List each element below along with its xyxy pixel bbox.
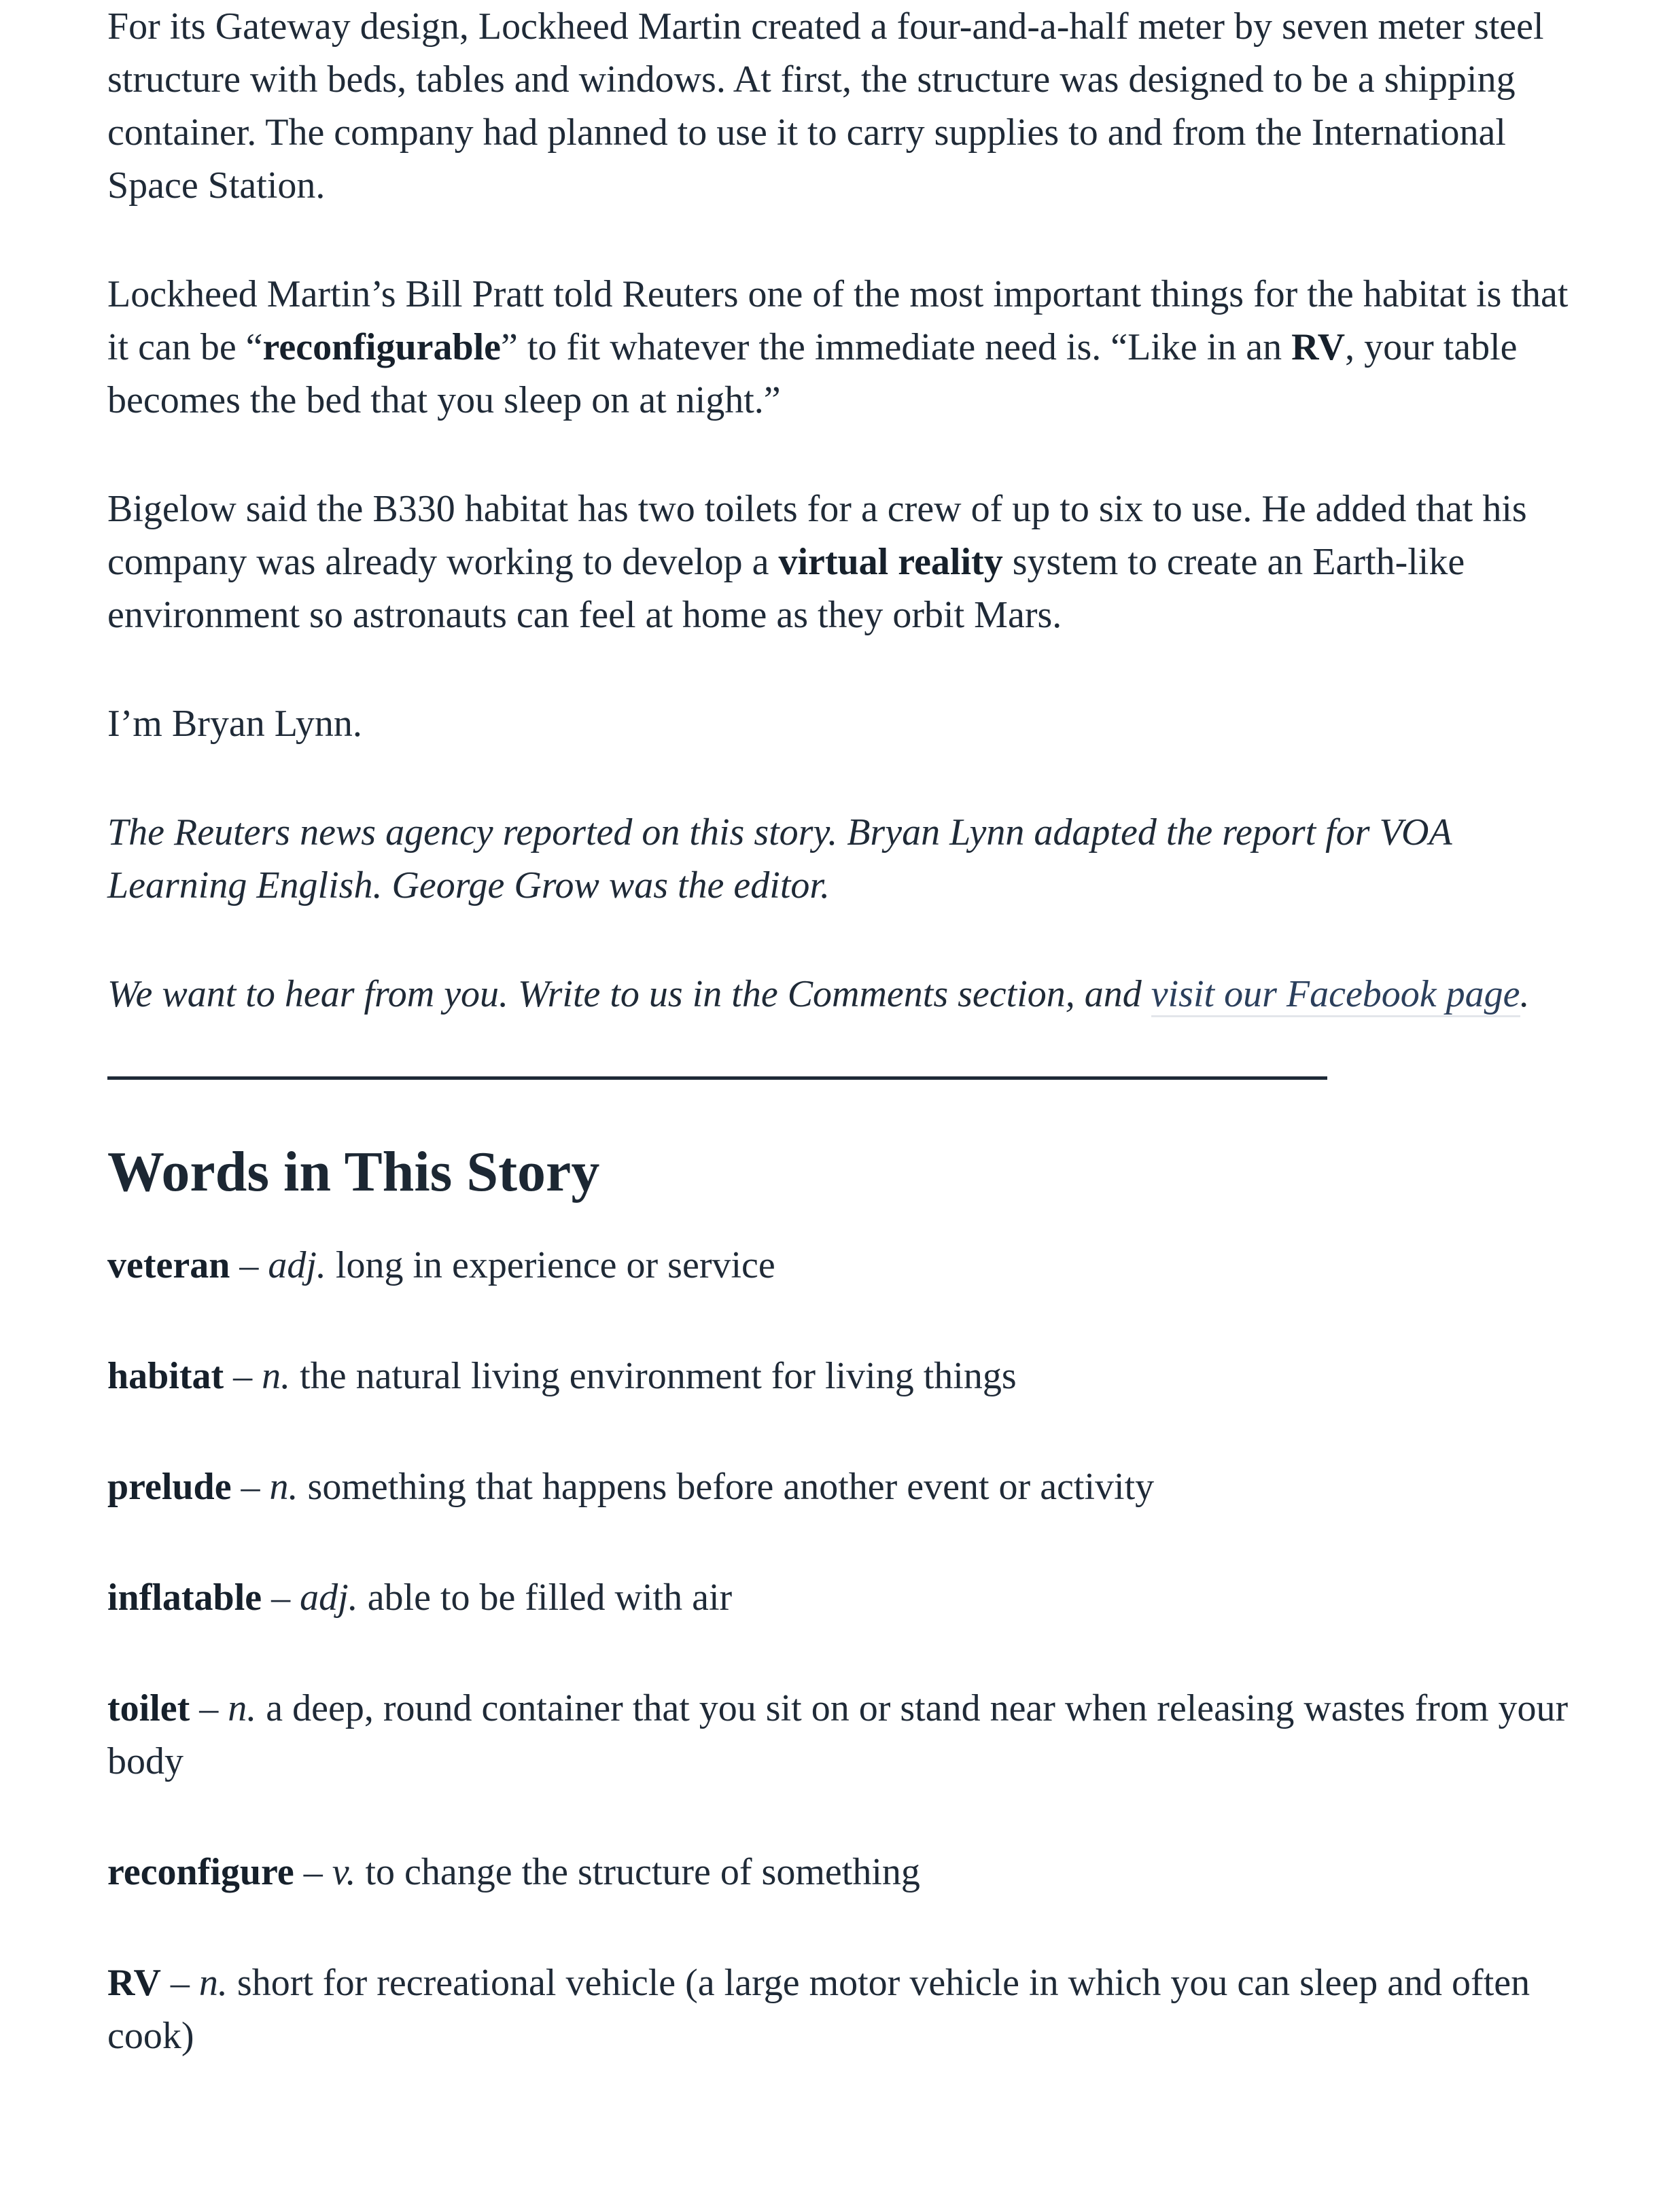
word-term: RV — [107, 1962, 161, 2004]
word-term: prelude — [107, 1466, 232, 1508]
keyword-rv: RV — [1291, 326, 1346, 368]
word-part-of-speech: n. — [269, 1466, 298, 1508]
word-part-of-speech: adj. — [300, 1577, 358, 1619]
paragraph-pratt — [107, 268, 1582, 427]
text: ” to fit whatever the immediate need is. “Like in an — [501, 326, 1292, 368]
paragraph-gateway: For its Gateway design, Lockheed Martin created a four-and-a-half meter by seven meter steel structure with beds, tables and windows. At first, the structure was designed to be a shipping container. The company had planned to use it to carry supplies to and from the International Space Station. — [107, 5, 1544, 207]
keyword-reconfigurable: reconfigurable — [262, 326, 502, 368]
word-definition: a deep, round container that you sit on or stand near when releasing wastes from your body — [107, 1687, 1569, 1782]
credits-text: The Reuters news agency reported on this story. Bryan Lynn adapted the report for VOA Learning English. George Grow was the editor. — [107, 811, 1452, 906]
facebook-link[interactable]: visit our Facebook page — [1151, 973, 1520, 1017]
paragraph-signoff: I’m Bryan Lynn. — [107, 703, 362, 745]
word-entry-habitat — [107, 1350, 1582, 1403]
word-separator: – — [160, 1962, 199, 2004]
text: Bigelow said the B330 habitat has two toilets for a crew of up to six to use. He added that his company was already working to develop a — [107, 488, 1527, 583]
word-definition: short for recreational vehicle (a large motor vehicle in which you can sleep and often cook) — [107, 1962, 1530, 2057]
word-definition: to change the structure of something — [355, 1851, 920, 1893]
word-separator: – — [230, 1244, 268, 1286]
word-separator: – — [262, 1577, 300, 1619]
word-entry-inflatable — [107, 1571, 1582, 1624]
paragraph-feedback — [107, 968, 1582, 1021]
word-part-of-speech: v. — [332, 1851, 356, 1893]
word-entry-veteran — [107, 1239, 1582, 1292]
paragraph-bigelow — [107, 482, 1582, 641]
word-separator: – — [190, 1687, 228, 1729]
word-term: reconfigure — [107, 1851, 294, 1893]
word-entry-reconfigure — [107, 1846, 1582, 1899]
word-list — [107, 1239, 1582, 2062]
word-definition: able to be filled with air — [357, 1577, 733, 1619]
word-term: veteran — [107, 1244, 230, 1286]
text: We want to hear from you. Write to us in the Comments section, and — [107, 973, 1151, 1015]
text: . — [1520, 973, 1530, 1015]
word-term: inflatable — [107, 1577, 262, 1619]
word-separator: – — [294, 1851, 332, 1893]
text: Lockheed Martin’s Bill Pratt told Reuters one of the most important things for the habitat is that it can be “ — [107, 273, 1569, 368]
word-part-of-speech: n. — [228, 1687, 257, 1729]
word-part-of-speech: n. — [262, 1355, 291, 1397]
words-heading: Words in This Story — [107, 1140, 600, 1203]
keyword-virtual-reality: virtual reality — [778, 541, 1003, 583]
word-separator: – — [231, 1466, 270, 1508]
word-term: toilet — [107, 1687, 190, 1729]
word-part-of-speech: n. — [198, 1962, 228, 2004]
article-body — [107, 0, 1582, 2120]
text: system to create an Earth-like environment so astronauts can feel at home as they orbit Mars. — [107, 541, 1465, 636]
word-entry-prelude — [107, 1460, 1582, 1513]
divider — [107, 1076, 1327, 1080]
paragraph-credits — [107, 806, 1582, 912]
word-definition: something that happens before another event or activity — [298, 1466, 1155, 1508]
text: , your table becomes the bed that you sleep on at night.” — [107, 326, 1518, 421]
word-separator: – — [224, 1355, 262, 1397]
word-definition: long in experience or service — [326, 1244, 775, 1286]
word-entry-toilet — [107, 1682, 1582, 1788]
word-definition: the natural living environment for living things — [290, 1355, 1017, 1397]
word-term: habitat — [107, 1355, 224, 1397]
word-entry-rv — [107, 1956, 1582, 2062]
word-part-of-speech: adj. — [268, 1244, 326, 1286]
